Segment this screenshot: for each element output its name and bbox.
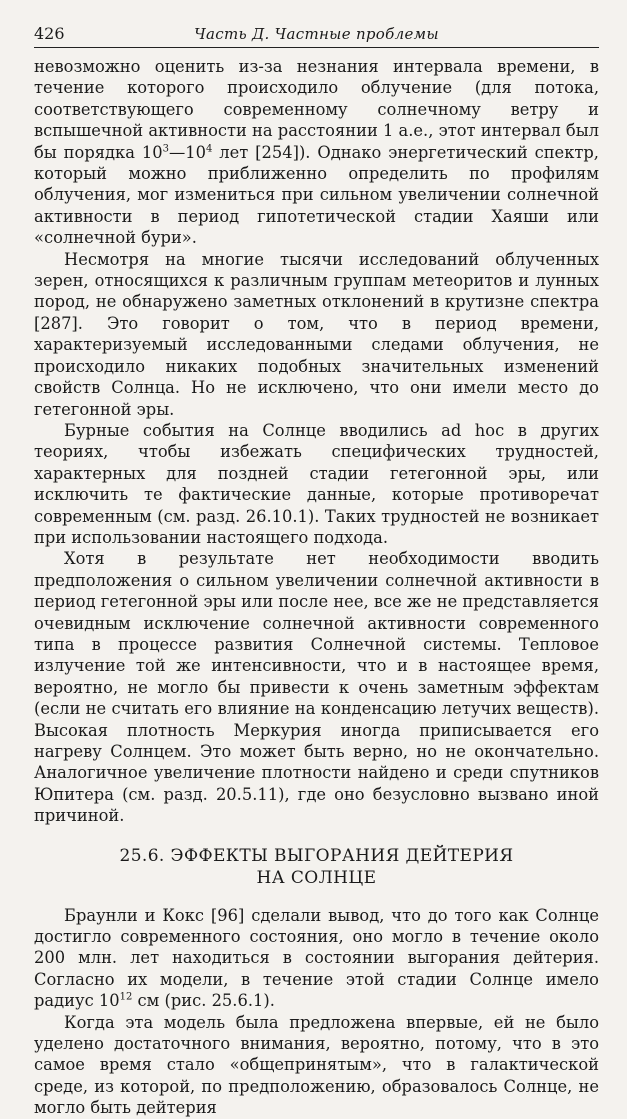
page-number: 426 [34,24,65,43]
paragraph-1: невозможно оценить из-за незнания интервала времени, в течение которого происходило облучение (для потока, соответствующего современному солнечному ветру и вспышечной активности на расстоянии 1 а.е., этот интервал был бы порядка $10^3—10^4$ лет [254]). Однако энергетический спектр, который можно приближенно определить по профилям облучения, мог измениться при сильном увеличении солнечной активности в период гипотетической стадии Хаяши или «солнечной бури». [34,57,599,248]
page-body [34,56,599,1119]
paragraph-4: Хотя в результате нет необходимости вводить предположения о сильном увеличении солнечной активности в период гетегонной эры или после нее, все же не представляется очевидным исключение солнечной активности современного типа в процессе развития Солнечной системы. Тепловое излучение той же интенсивности, что и в настоящее время, вероятно, не могло бы привести к очень заметным эффектам (если не считать его влияние на конденсацию летучих веществ). Высокая плотность Меркурия иногда приписывается его нагреву Солнцем. Это может быть верно, но не окончательно. Аналогичное увеличение плотности найдено и среди спутников Юпитера (см. разд. 20.5.11), где оно безусловно вызвано иной причиной. [34,549,599,826]
paragraph-3: Бурные события на Солнце вводились ad hoc в других теориях, чтобы избежать специфических трудностей, характерных для поздней стадии гетегонной эры, или исключить те фактические данные, которые противоречат современным (см. разд. 26.10.1). Таких трудностей не возникает при использовании настоящего подхода. [34,420,599,547]
section-heading-line-1: 25.6. ЭФФЕКТЫ ВЫГОРАНИЯ ДЕЙТЕРИЯ [119,845,514,866]
paragraph-5: Браунли и Кокс [96] сделали вывод, что до того как Солнце достигло современного состояния, оно могло в течение около 200 млн. лет находиться в состоянии выгорания дейтерия. Согласно их модели, в течение этой стадии Солнце имело радиус $10^{12}$ см (рис. 25.6.1). [34,905,599,1011]
paragraph-2: Несмотря на многие тысячи исследований облученных зерен, относящихся к различным группам метеоритов и лунных пород, не обнаружено заметных отклонений в крутизне спектра [287]. Это говорит о том, что в период времени, характеризуемый исследованными следами облучения, не происходило никаких подобных значительных изменений свойств Солнца. Но не исключено, что они имели место до гетегонной эры. [34,249,599,419]
section-heading-line-2: НА СОЛНЦЕ [256,867,377,888]
running-title: Часть Д. Частные проблемы [194,25,439,43]
page-header [34,24,599,48]
section-heading [34,845,599,889]
paragraph-6: Когда эта модель была предложена впервые, ей не было уделено достаточного внимания, вероятно, потому, что в это самое время стало «общепринятым», что в галактической среде, из которой, по предположению, образовалось Солнце, не могло быть дейтерия [34,1012,599,1118]
